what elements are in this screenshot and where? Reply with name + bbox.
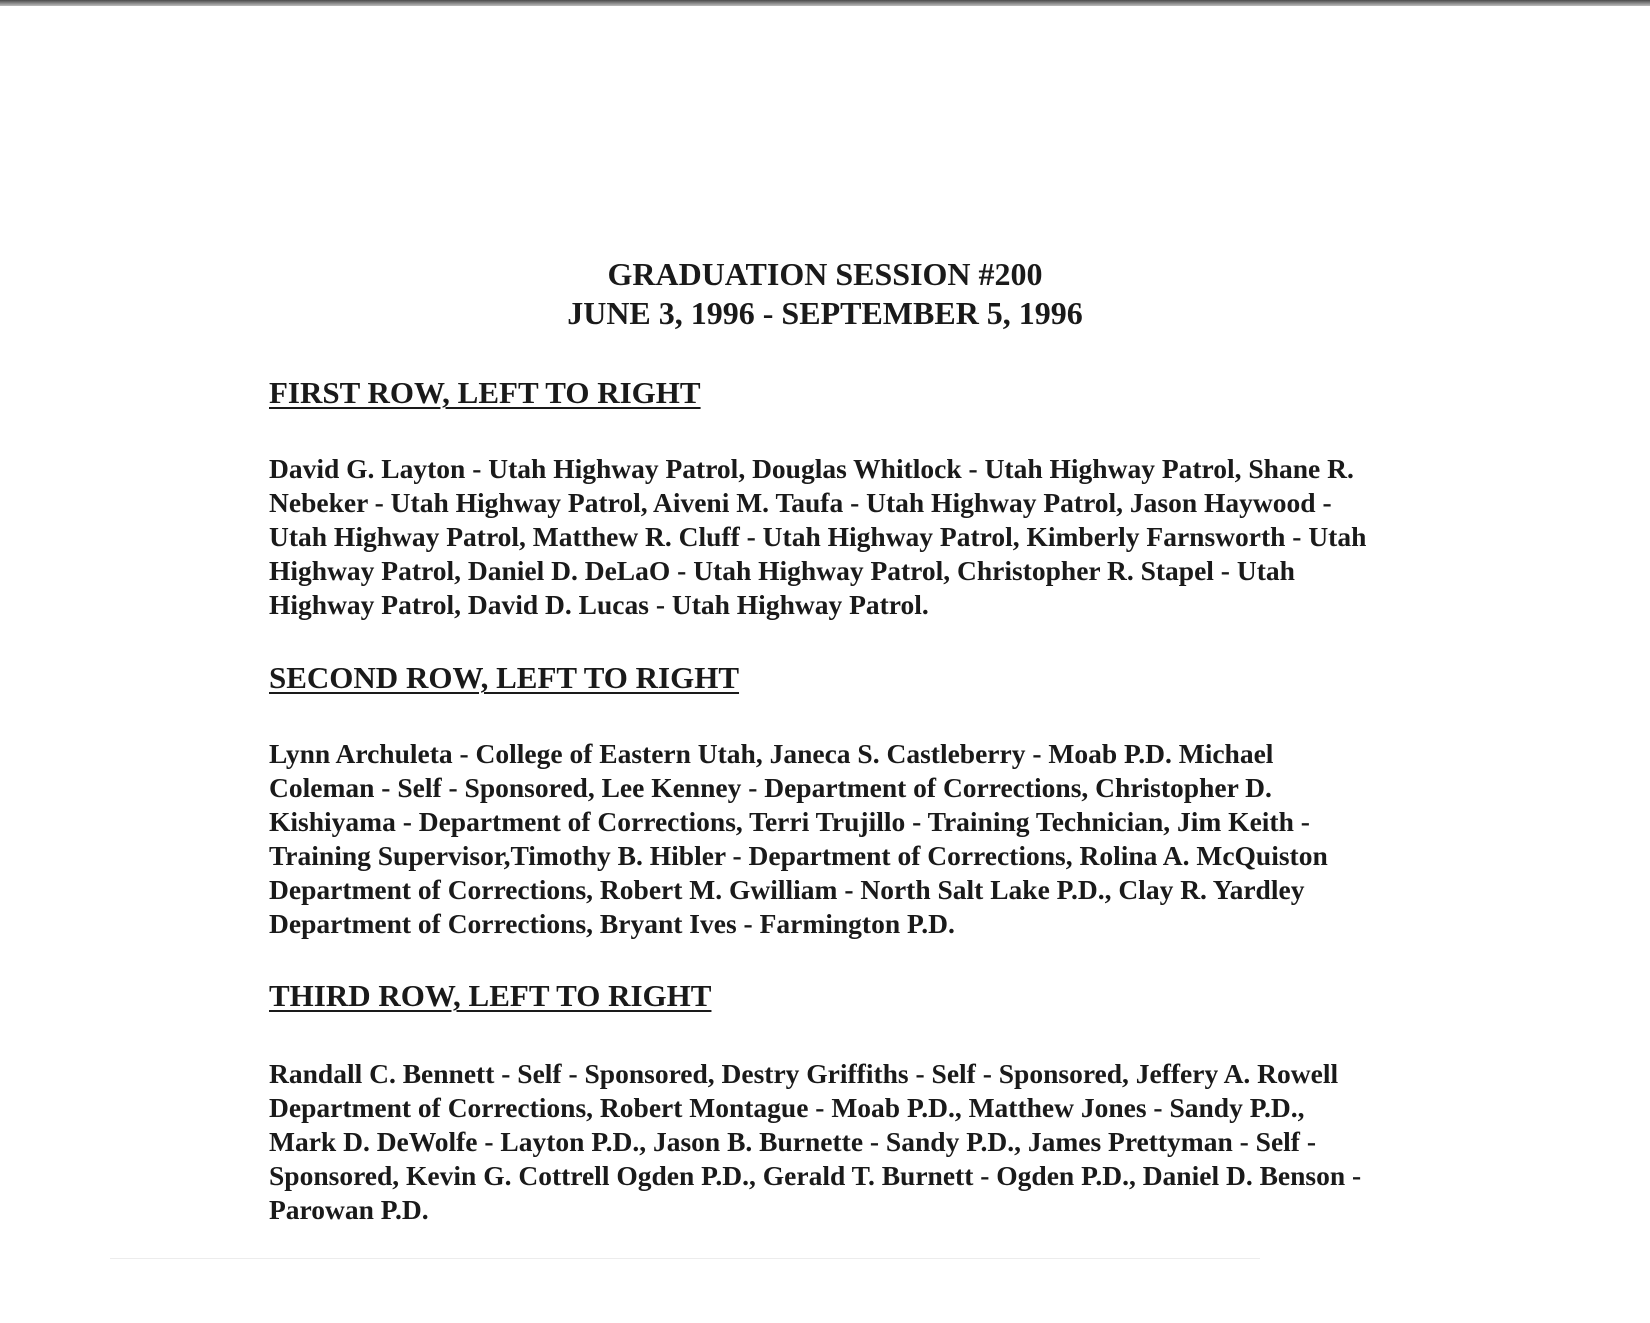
document-title: GRADUATION SESSION #200 [607,256,1043,292]
second-row-heading: SECOND ROW, LEFT TO RIGHT [269,660,740,695]
third-row-heading: THIRD ROW, LEFT TO RIGHT [269,978,712,1013]
scan-bottom-edge [110,1258,1260,1259]
title-block [0,255,1650,333]
session-dates: JUNE 3, 1996 - SEPTEMBER 5, 1996 [567,295,1083,331]
first-row-heading: FIRST ROW, LEFT TO RIGHT [269,375,701,410]
first-row-names: David G. Layton - Utah Highway Patrol, Douglas Whitlock - Utah Highway Patrol, Shane R. Nebeker - Utah Highway Patrol, Aiveni M. Taufa - Utah Highway Patrol, Jason Haywood - Utah Highway Patrol, Matthew R. Cluff - Utah Highway Patrol, Kimberly Farnsworth - Utah Highway Patrol, Daniel D. DeLaO - Utah Highway Patrol, Christopher R. Stapel - Utah Highway Patrol, David D. Lucas - Utah Highway Patrol. [269,453,1367,620]
third-row-names: Randall C. Bennett - Self - Sponsored, Destry Griffiths - Self - Sponsored, Jeffery A. Rowell Department of Corrections, Robert Montague - Moab P.D., Matthew Jones - Sandy P.D., Mark D. DeWolfe - Layton P.D., Jason B. Burnette - Sandy P.D., James Prettyman - Self - Sponsored, Kevin G. Cottrell Ogden P.D., Gerald T. Burnett - Ogden P.D., Daniel D. Benson - Parowan P.D. [269,1058,1362,1225]
second-row-names: Lynn Archuleta - College of Eastern Utah, Janeca S. Castleberry - Moab P.D. Michael Coleman - Self - Sponsored, Lee Kenney - Department of Corrections, Christopher D. Kishiyama - Department of Corrections, Terri Trujillo - Training Technician, Jim Keith - Training Supervisor,Timothy B. Hibler - Department of Corrections, Rolina A. McQuiston Department of Corrections, Robert M. Gwilliam - North Salt Lake P.D., Clay R. Yardley Department of Corrections, Bryant Ives - Farmington P.D. [269,738,1328,939]
